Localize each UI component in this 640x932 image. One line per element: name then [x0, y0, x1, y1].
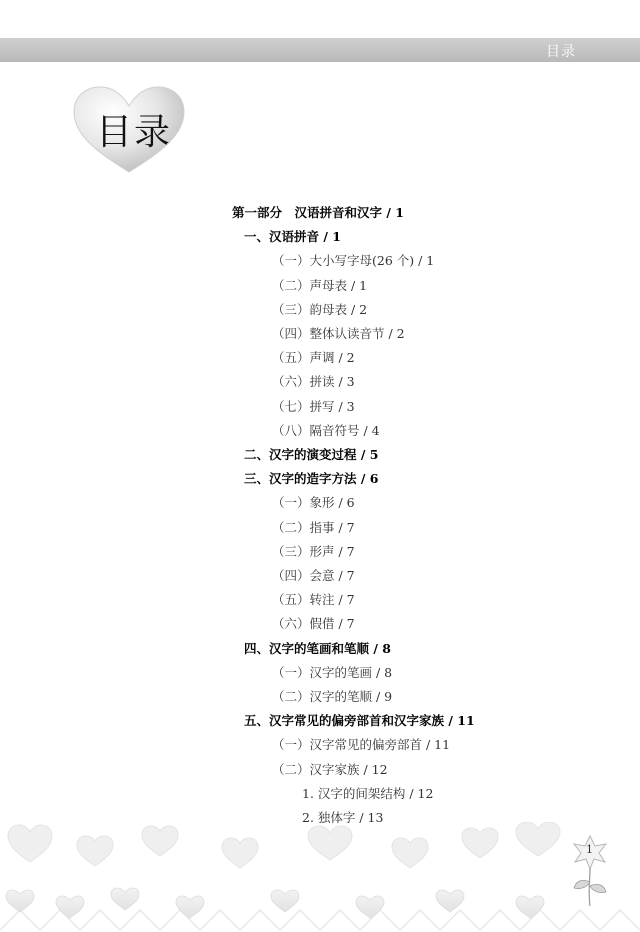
toc-entry: （六）假借 / 7 [272, 616, 355, 632]
toc-entry: 1. 汉字的间架结构 / 12 [302, 785, 434, 801]
toc-entry: 四、汉字的笔画和笔顺 / 8 [244, 640, 391, 656]
toc-entry: （一）汉字的笔画 / 8 [272, 664, 393, 680]
toc-part-heading: 第一部分 汉语拼音和汉字 / 1 [232, 205, 404, 220]
toc-entry: （一）象形 / 6 [272, 495, 355, 511]
header-band [0, 38, 640, 62]
toc-entry: 2. 独体字 / 13 [302, 810, 384, 825]
toc-entry: （二）声母表 / 1 [272, 277, 368, 293]
page-number: 1 [586, 843, 593, 856]
toc-entry: （八）隔音符号 / 4 [272, 422, 380, 438]
toc-entry: （一）大小写字母(26 个) / 1 [272, 253, 435, 269]
toc-entry: （六）拼读 / 3 [272, 374, 355, 390]
toc-entry: （三）形声 / 7 [272, 543, 355, 559]
toc-entry: 五、汉字常见的偏旁部首和汉字家族 / 11 [244, 713, 475, 729]
toc-entry: （四）会意 / 7 [272, 568, 355, 583]
running-header-title: 目录 [546, 44, 576, 60]
toc-entry: 二、汉字的演变过程 / 5 [244, 447, 379, 462]
toc-entry: （二）汉字家族 / 12 [272, 761, 388, 777]
toc-entry: （一）汉字常见的偏旁部首 / 11 [272, 737, 451, 753]
toc-entry: （四）整体认读音节 / 2 [272, 326, 405, 341]
toc-entry: （三）韵母表 / 2 [272, 301, 368, 317]
toc-entry: （二）汉字的笔顺 / 9 [272, 689, 393, 704]
toc-entry: （五）声调 / 2 [272, 350, 355, 366]
page-title: 目录 [96, 112, 173, 153]
footer-hearts-decoration [0, 822, 640, 932]
toc-entry: 一、汉语拼音 / 1 [244, 229, 341, 245]
toc-entry: （二）指事 / 7 [272, 519, 355, 535]
toc-entry: （七）拼写 / 3 [272, 398, 355, 414]
heading-heart [70, 84, 188, 176]
toc-entry: （五）转注 / 7 [272, 592, 355, 608]
toc-entry: 三、汉字的造字方法 / 6 [244, 471, 379, 487]
